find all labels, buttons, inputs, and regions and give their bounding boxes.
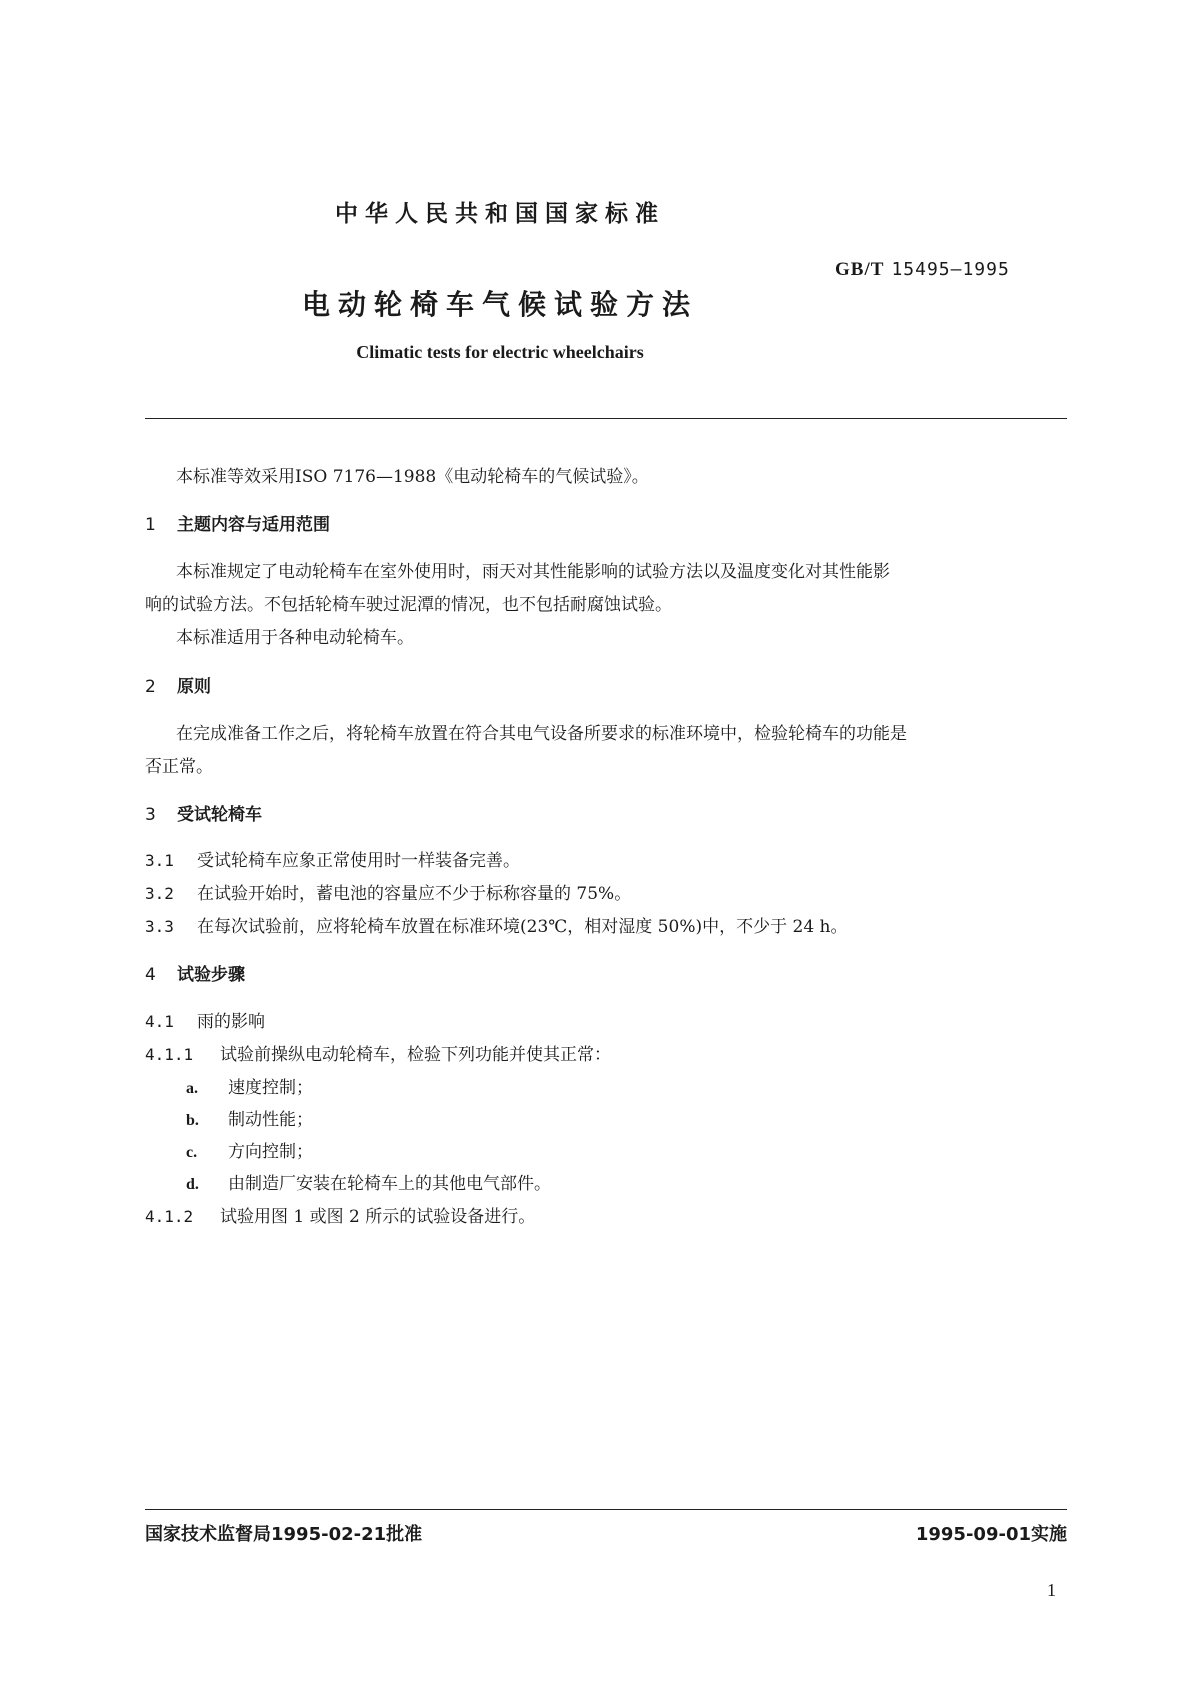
section-1-title: 主题内容与适用范围 (177, 515, 330, 535)
document-title-english: Climatic tests for electric wheelchairs (356, 342, 644, 362)
header-divider (145, 418, 1067, 419)
implementation-date: 1995-09-01实施 (915, 1524, 1067, 1545)
page-number: 1 (1047, 1580, 1056, 1600)
section-2-paragraph-line1: 在完成准备工作之后，将轮椅车放置在符合其电气设备所要求的标准环境中，检验轮椅车的功能是 (176, 724, 907, 744)
clause-3-1 (145, 846, 520, 871)
national-standard-heading: 中华人民共和国国家标准 (335, 201, 665, 227)
clause-number: 4.1.2 (145, 1207, 194, 1226)
list-item-marker: d. (186, 1176, 199, 1193)
standard-code-number: 15495—1995 (891, 259, 1010, 280)
approval-note: 国家技术监督局1995-02-21批准 (145, 1524, 423, 1545)
standard-code (835, 258, 1010, 281)
list-item-marker: b. (186, 1112, 199, 1129)
section-2-paragraph-line2: 否正常。 (145, 757, 213, 777)
list-item-text: 方向控制； (228, 1142, 313, 1162)
section-4-title: 试验步骤 (177, 965, 245, 985)
section-1-scope: 本标准适用于各种电动轮椅车。 (176, 628, 414, 648)
section-1-paragraph-line2: 响的试验方法。不包括轮椅车驶过泥潭的情况，也不包括耐腐蚀试验。 (145, 595, 672, 615)
section-2-heading (145, 672, 211, 697)
section-4-number: 4 (145, 965, 156, 985)
list-item-d (186, 1169, 551, 1194)
section-3-number: 3 (145, 805, 156, 825)
list-item-marker: c. (186, 1144, 198, 1161)
intro-paragraph: 本标准等效采用ISO 7176—1988《电动轮椅车的气候试验》。 (176, 467, 649, 487)
list-item-c (186, 1137, 313, 1162)
section-2-number: 2 (145, 677, 156, 697)
clause-number: 3.3 (145, 917, 174, 936)
list-item-text: 由制造厂安装在轮椅车上的其他电气部件。 (228, 1174, 551, 1194)
clause-4-1-2 (145, 1202, 535, 1227)
standard-code-prefix: GB/T (835, 259, 885, 280)
list-item-b (186, 1105, 313, 1130)
clause-text: 在每次试验前，应将轮椅车放置在标准环境(23℃，相对湿度 50%)中，不少于 24 h。 (197, 917, 848, 937)
clause-number: 3.2 (145, 884, 174, 903)
list-item-a (186, 1073, 313, 1098)
document-title: 电动轮椅车气候试验方法 (301, 288, 698, 321)
clause-number: 4.1.1 (145, 1045, 194, 1064)
clause-4-1-1 (145, 1040, 611, 1065)
list-item-text: 制动性能； (228, 1110, 313, 1130)
section-2-title: 原则 (177, 677, 211, 697)
clause-text: 在试验开始时，蓄电池的容量应不少于标称容量的 75%。 (197, 884, 632, 904)
section-3-title: 受试轮椅车 (177, 805, 262, 825)
clause-text: 试验前操纵电动轮椅车，检验下列功能并使其正常： (220, 1045, 611, 1065)
list-item-text: 速度控制； (228, 1078, 313, 1098)
clause-3-3 (145, 912, 848, 937)
clause-text: 雨的影响 (197, 1012, 265, 1032)
clause-number: 3.1 (145, 851, 174, 870)
clause-4-1 (145, 1007, 265, 1032)
section-4-heading (145, 960, 245, 985)
clause-number: 4.1 (145, 1012, 174, 1031)
section-1-paragraph-line1: 本标准规定了电动轮椅车在室外使用时，雨天对其性能影响的试验方法以及温度变化对其性能影 (176, 562, 890, 582)
list-item-marker: a. (186, 1080, 198, 1097)
clause-text: 受试轮椅车应象正常使用时一样装备完善。 (197, 851, 520, 871)
section-1-heading (145, 510, 330, 535)
footer-divider (145, 1509, 1067, 1510)
section-3-heading (145, 800, 262, 825)
section-1-number: 1 (145, 515, 156, 535)
clause-3-2 (145, 879, 631, 904)
clause-text: 试验用图 1 或图 2 所示的试验设备进行。 (220, 1207, 536, 1227)
